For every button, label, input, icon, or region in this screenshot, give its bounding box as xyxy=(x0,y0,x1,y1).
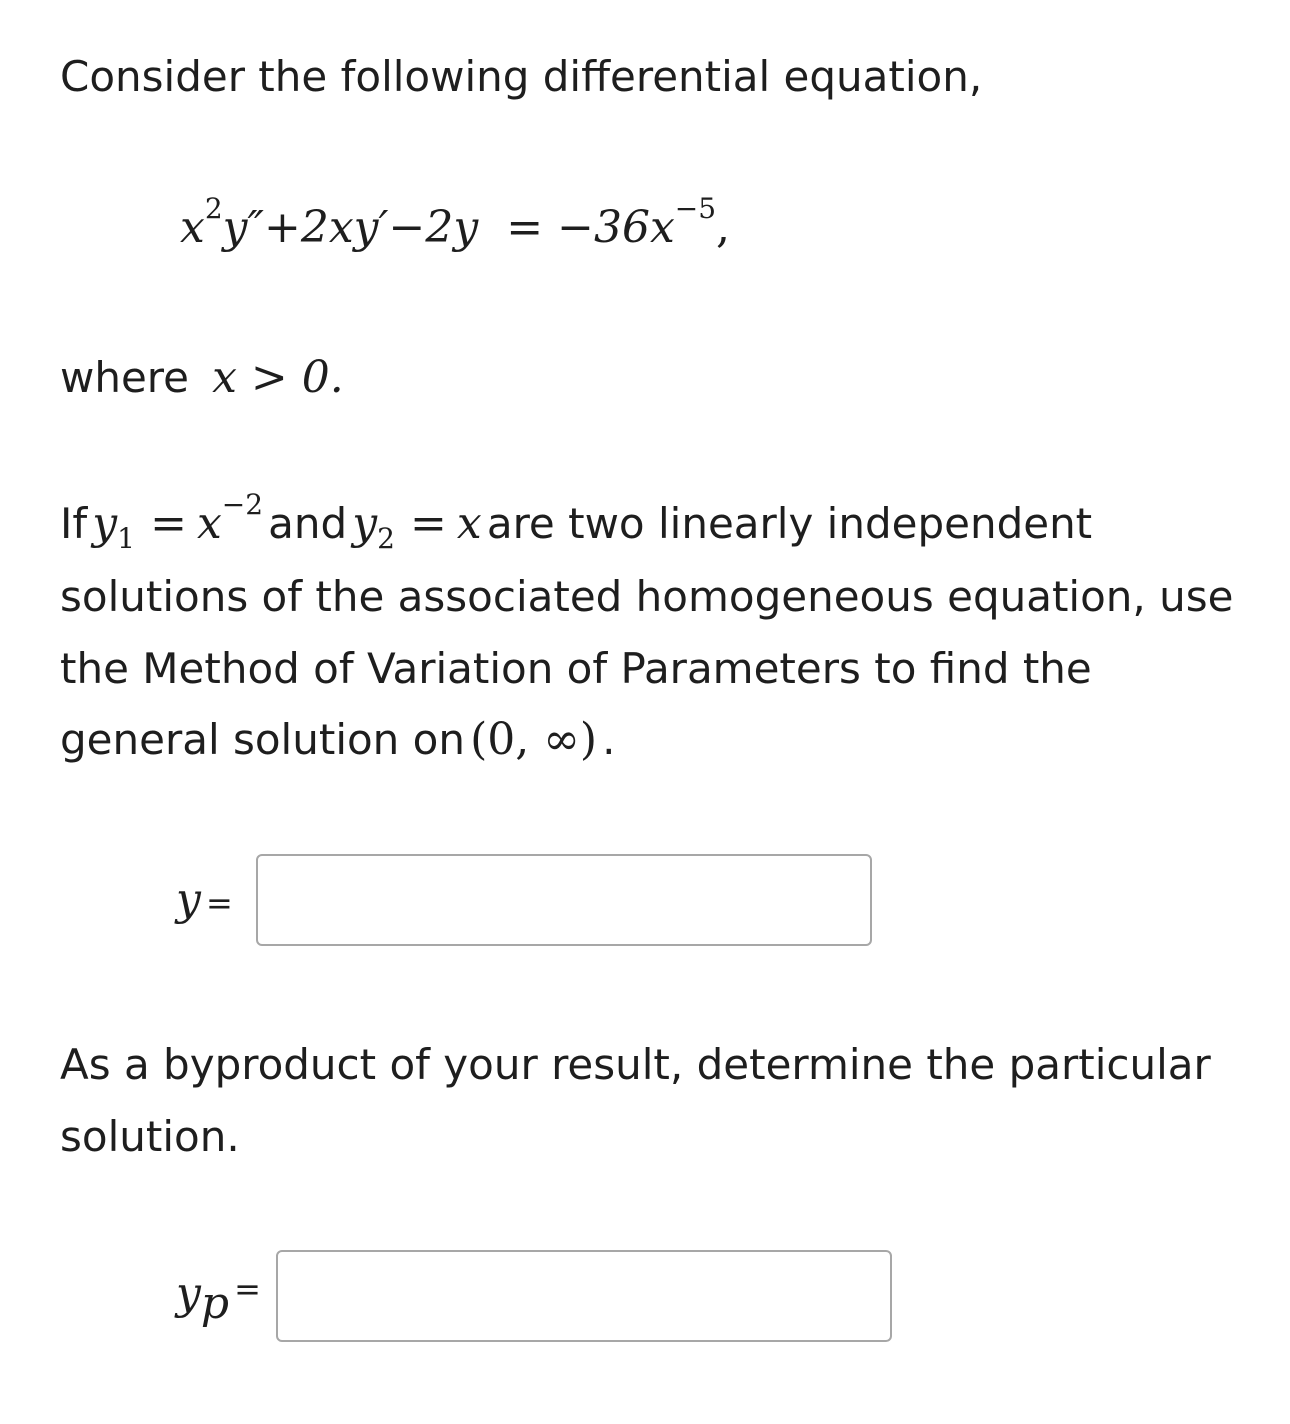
problem-y2: y xyxy=(352,498,378,549)
eq-equals: = xyxy=(506,202,544,253)
answer1-label xyxy=(176,874,233,925)
eq-ypp: y″ xyxy=(222,202,264,253)
answer2-sub: p xyxy=(200,1278,230,1329)
condition-prefix: where xyxy=(60,353,189,402)
condition-math: x > 0. xyxy=(212,352,344,403)
answer2-label xyxy=(176,1268,261,1329)
answer2-equals: = xyxy=(234,1270,261,1308)
eq-plus: + xyxy=(263,202,301,253)
intro-text: Consider the following differential equation, xyxy=(60,52,983,101)
general-solution-input[interactable] xyxy=(256,854,872,946)
problem-eq1: = xyxy=(150,498,187,549)
problem-line-3: the Method of Variation of Parameters to find the xyxy=(60,644,1092,693)
answer1-equals: = xyxy=(205,884,233,922)
eq-exp-2: 2 xyxy=(204,192,223,225)
problem-line1-rest: are two linearly independent xyxy=(486,499,1093,548)
problem-line-2: solutions of the associated homogeneous equation, use xyxy=(60,572,1234,621)
particular-solution-input[interactable] xyxy=(276,1250,892,1342)
byproduct-line-1: As a byproduct of your result, determine the particular xyxy=(60,1040,1211,1089)
problem-y1-sub: 1 xyxy=(117,522,135,555)
answer2-var: y xyxy=(176,1268,201,1319)
condition-line xyxy=(60,352,344,403)
problem-if: If xyxy=(60,499,88,548)
problem-y1: y xyxy=(92,498,118,549)
problem-and: and xyxy=(268,499,348,548)
problem-line4-prefix: general solution on xyxy=(60,715,465,764)
problem-interval: (0, ∞) xyxy=(470,714,598,765)
problem-exp-neg2: −2 xyxy=(221,488,264,521)
eq-exp-neg5: −5 xyxy=(674,192,717,225)
problem-x1: x xyxy=(196,498,222,549)
eq-2y: 2y xyxy=(425,202,479,253)
differential-equation xyxy=(180,192,731,253)
problem-y2-sub: 2 xyxy=(377,522,395,555)
problem-period: . xyxy=(602,715,616,764)
eq-2xy-prime: 2xy′ xyxy=(300,202,389,253)
answer1-var: y xyxy=(176,874,201,925)
eq-comma: , xyxy=(716,202,731,253)
byproduct-line-2: solution. xyxy=(60,1112,240,1161)
eq-rhs: −36x xyxy=(557,202,675,253)
problem-x2: x xyxy=(456,498,482,549)
problem-line-4 xyxy=(60,714,616,765)
problem-eq2: = xyxy=(410,498,447,549)
eq-x: x xyxy=(180,202,205,253)
problem-line-1 xyxy=(60,488,1093,555)
eq-minus: − xyxy=(388,202,426,253)
